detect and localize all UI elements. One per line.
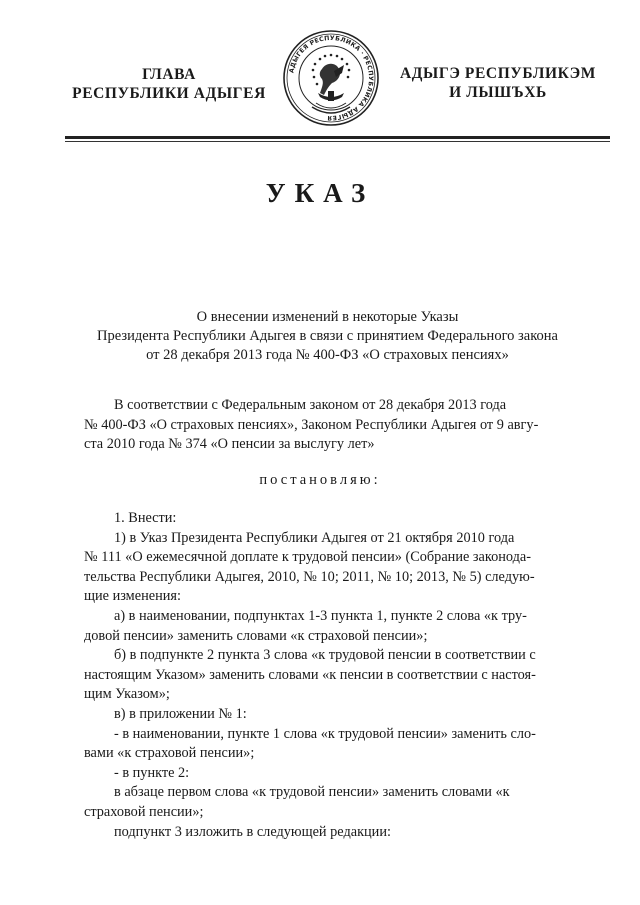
header-divider-thin <box>65 141 610 142</box>
decree-item-line: в абзаце первом слова «к трудовой пенсии» заменить словами «к <box>114 784 510 801</box>
decree-item-line: настоящим Указом» заменить словами «к пенсии в соответствии с настоя- <box>84 666 536 683</box>
decree-item-line: щие изменения: <box>84 588 181 605</box>
preamble <box>84 396 588 455</box>
subject-line: от 28 декабря 2013 года № 400-ФЗ «О страховых пенсиях» <box>146 347 509 363</box>
decree-item-line: вами «к страховой пенсии»; <box>84 745 255 762</box>
decree-item-line: № 111 «О ежемесячной доплате к трудовой пенсии» (Собрание законода- <box>84 549 532 566</box>
issuer-title-line: ГЛАВА <box>142 66 196 83</box>
decree-item-line: в) в приложении № 1: <box>114 705 247 722</box>
header-divider-thick <box>65 136 610 139</box>
decree-item-line: подпункт 3 изложить в следующей редакции: <box>114 823 391 840</box>
decree-item-line: щим Указом»; <box>84 686 170 703</box>
decree-item-line: б) в подпункте 2 пункта 3 слова «к трудовой пенсии в соответствии с <box>114 647 536 664</box>
decree-item <box>84 529 588 607</box>
issuer-title-line: АДЫГЭ РЕСПУБЛИКЭМ <box>400 65 596 82</box>
document-title: УКАЗ <box>265 178 375 208</box>
decree-item <box>84 509 588 529</box>
coat-of-arms-icon <box>282 29 380 127</box>
issuer-title-line: И ЛЫШЪХЬ <box>449 84 547 101</box>
decree-item <box>84 764 588 784</box>
decree-items <box>84 509 588 842</box>
preamble-line: В соответствии с Федеральным законом от 28 декабря 2013 года <box>114 397 507 413</box>
decree-item <box>84 705 588 725</box>
decree-item-line: 1) в Указ Президента Республики Адыгея от 21 октября 2010 года <box>114 529 515 546</box>
decree-item-line: тельства Республики Адыгея, 2010, № 10; 2011, № 10; 2013, № 5) следую- <box>84 568 535 585</box>
decree-word: постановляю: <box>259 472 381 488</box>
document-subject <box>60 308 595 365</box>
decree-item <box>84 783 588 822</box>
subject-line: О внесении изменений в некоторые Указы <box>196 309 459 325</box>
issuer-title-adyghe <box>378 64 618 102</box>
issuer-title-line: РЕСПУБЛИКИ АДЫГЕЯ <box>72 85 266 102</box>
preamble-line: № 400-ФЗ «О страховых пенсиях», Законом Республики Адыгея от 9 авгу- <box>84 416 539 433</box>
preamble-line: ста 2010 года № 374 «О пенсии за выслугу лет» <box>84 436 375 453</box>
emblem-ring-text: АДЫГЕЯ РЕСПУБЛИКА · РЕСПУБЛИКА АДЫГЕЯ <box>288 34 375 122</box>
issuer-title-russian <box>48 65 290 103</box>
decree-item-line: довой пенсии» заменить словами «к страховой пенсии»; <box>84 627 428 644</box>
coat-of-arms-emblem <box>282 29 380 127</box>
decree-item-line: а) в наименовании, подпунктах 1-3 пункта 1, пункте 2 слова «к тру- <box>114 607 527 624</box>
subject-line: Президента Республики Адыгея в связи с принятием Федерального закона <box>97 328 558 344</box>
decree-item <box>84 725 588 764</box>
decree-item <box>84 823 588 843</box>
decree-item <box>84 607 588 646</box>
decree-item <box>84 646 588 705</box>
decree-item-line: - в пункте 2: <box>114 764 190 781</box>
decree-item-line: страховой пенсии»; <box>84 803 204 820</box>
decree-item-line: 1. Внести: <box>114 510 177 526</box>
decree-item-line: - в наименовании, пункте 1 слова «к трудовой пенсии» заменить сло- <box>114 725 536 742</box>
